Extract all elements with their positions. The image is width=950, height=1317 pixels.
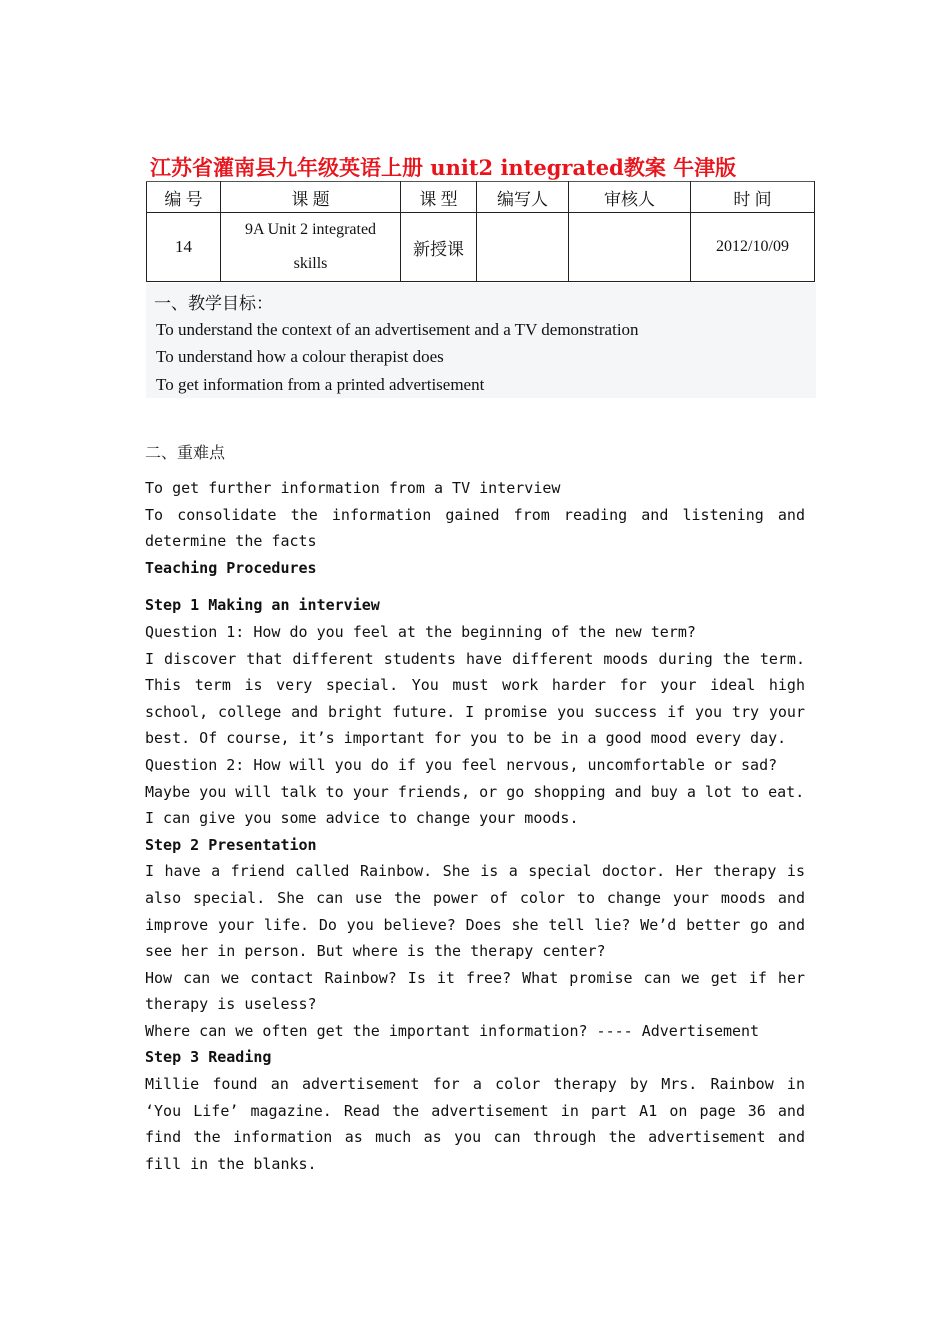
cell-topic bbox=[221, 213, 401, 282]
text-line: Millie found an advertisement for a color therapy by Mrs. Rainbow in bbox=[145, 1075, 805, 1094]
cell-topic-line1: 9A Unit 2 integrated bbox=[244, 221, 377, 238]
header-date: 时 间 bbox=[691, 182, 815, 213]
header-author: 编写人 bbox=[477, 182, 569, 213]
text-line: best. Of course, it’s important for you to be in a good mood every day. bbox=[145, 729, 787, 748]
header-topic: 课 题 bbox=[221, 182, 401, 213]
text-line: I have a friend called Rainbow. She is a special doctor. Her therapy is bbox=[145, 862, 805, 881]
text-line: school, college and bright future. I promise you success if you try your bbox=[145, 702, 805, 721]
text-line: find the information as much as you can through the advertisement and bbox=[145, 1128, 805, 1147]
cell-author bbox=[477, 213, 569, 282]
header-type: 课 型 bbox=[401, 182, 477, 213]
teaching-goals-box bbox=[146, 283, 816, 398]
text-line: To get further information from a TV interview bbox=[145, 479, 561, 497]
text-line: therapy is useless? bbox=[145, 995, 317, 1014]
lesson-info-table bbox=[146, 181, 815, 282]
text-line: How can we contact Rainbow? Is it free? What promise can we get if her bbox=[145, 968, 805, 987]
text-line: To consolidate the information gained from reading and listening and bbox=[145, 505, 805, 524]
text-line: Maybe you will talk to your friends, or go shopping and buy a lot to eat. bbox=[145, 782, 805, 801]
cell-type: 新授课 bbox=[401, 213, 477, 282]
text-line: also special. She can use the power of color to change your moods and bbox=[145, 888, 805, 907]
text-line: determine the facts bbox=[145, 532, 317, 551]
text-line: This term is very special. You must work harder for your ideal high bbox=[145, 676, 805, 695]
document-title: 江苏省灌南县九年级英语上册 unit2 integrated教案 牛津版 bbox=[150, 155, 737, 180]
header-number: 编 号 bbox=[147, 182, 221, 213]
cell-reviewer bbox=[569, 213, 691, 282]
text-line: Question 1: How do you feel at the beginning of the new term? bbox=[145, 622, 696, 641]
goal-line: To understand the context of an advertisement and a TV demonstration bbox=[156, 320, 639, 339]
goal-line: To understand how a colour therapist does bbox=[156, 347, 444, 366]
step2-heading: Step 2 Presentation bbox=[145, 835, 317, 854]
goals-heading: 一、教学目标： bbox=[154, 294, 273, 314]
cell-topic-line2: skills bbox=[293, 255, 328, 272]
table-header-row bbox=[147, 182, 815, 213]
text-line: I discover that different students have different moods during the term. bbox=[145, 649, 805, 668]
header-reviewer: 审核人 bbox=[569, 182, 691, 213]
text-line: Question 2: How will you do if you feel nervous, uncomfortable or sad? bbox=[145, 755, 778, 774]
step3-heading: Step 3 Reading bbox=[145, 1048, 272, 1067]
step1-heading: Step 1 Making an interview bbox=[145, 596, 380, 615]
text-line: see her in person. But where is the therapy center? bbox=[145, 942, 606, 961]
text-line: Where can we often get the important information? ---- Advertisement bbox=[145, 1021, 760, 1040]
spacer bbox=[145, 581, 805, 592]
procedures-heading: Teaching Procedures bbox=[145, 558, 317, 577]
cell-date: 2012/10/09 bbox=[691, 213, 815, 282]
text-line: I can give you some advice to change your moods. bbox=[145, 809, 579, 828]
table-row bbox=[147, 213, 815, 282]
goal-line: To get information from a printed advertisement bbox=[156, 375, 485, 394]
main-text bbox=[145, 475, 805, 1177]
text-line: improve your life. Do you believe? Does she tell lie? We’d better go and bbox=[145, 915, 805, 934]
cell-number: 14 bbox=[147, 213, 221, 282]
text-line: ‘You Life’ magazine. Read the advertisement in part A1 on page 36 and bbox=[145, 1101, 805, 1120]
key-points-heading: 二、重难点 bbox=[145, 443, 226, 462]
text-line: fill in the blanks. bbox=[145, 1154, 317, 1173]
